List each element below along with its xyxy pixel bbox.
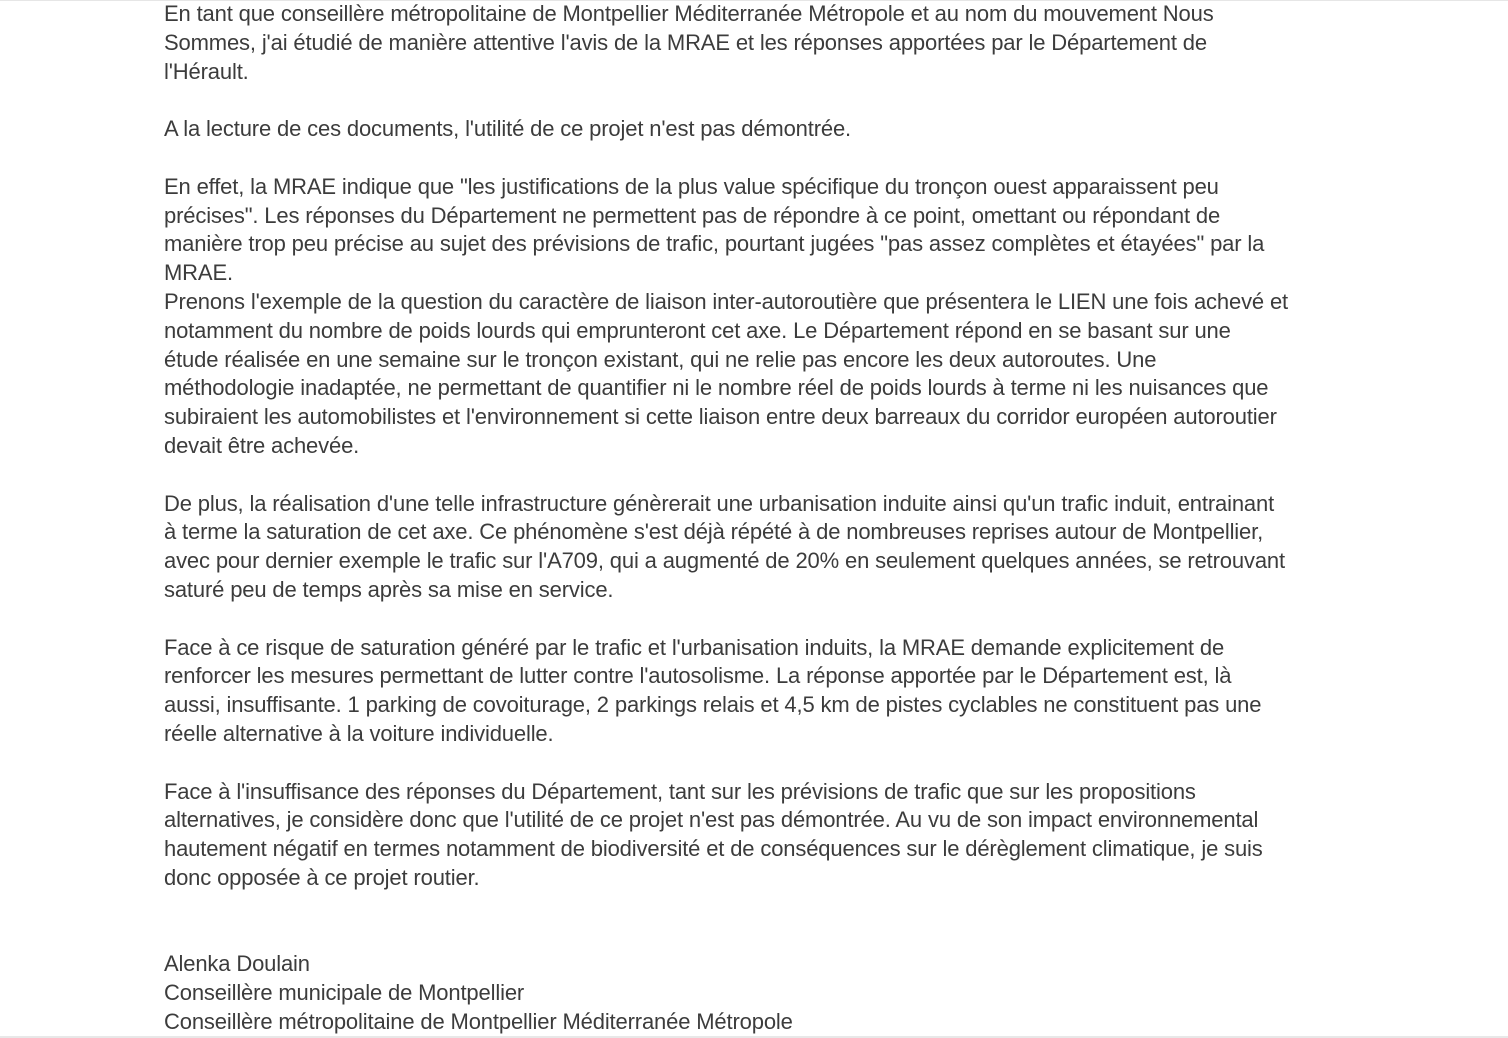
letter-body bbox=[164, 0, 1289, 1037]
paragraph-intro: En tant que conseillère métropolitaine de Montpellier Méditerranée Métropole et au nom du mouvement Nous Sommes, j'ai étudié de manière attentive l'avis de la MRAE et les réponses apportées par le Département de l'Hérault. bbox=[164, 1, 1214, 84]
paragraph-inter-autoroute-example: Prenons l'exemple de la question du caractère de liaison inter-autoroutière que présentera le LIEN une fois achevé et notamment du nombre de poids lourds qui emprunteront cet axe. Le Département répond en se basant sur une étude réalisée en une semaine sur le tronçon existant, qui ne relie pas encore les deux autoroutes. Une méthodologie inadaptée, ne permettant de quantifier ni le nombre réel de poids lourds à terme ni les nuisances que subiraient les automobilistes et l'environnement si cette liaison entre deux barreaux du corridor européen autoroutier devait être achevée. bbox=[164, 288, 1289, 458]
paragraph-mrae-justifications: En effet, la MRAE indique que "les justifications de la plus value spécifique du tronçon ouest apparaissent peu précises". Les réponses du Département ne permettent pas de répondre à ce point, omettant ou répondant de manière trop peu précise au sujet des prévisions de trafic, pourtant jugées "pas assez complètes et étayées" par la MRAE. bbox=[164, 173, 1265, 286]
paragraph-spacer bbox=[164, 86, 1289, 115]
signature-name: Alenka Doulain bbox=[164, 951, 310, 977]
signature-role-municipal: Conseillère municipale de Montpellier bbox=[164, 980, 525, 1006]
paragraph-spacer bbox=[164, 749, 1289, 778]
signature-spacer bbox=[164, 893, 1289, 951]
paragraph-spacer bbox=[164, 461, 1289, 490]
paragraph-reading: A la lecture de ces documents, l'utilité de ce projet n'est pas démontrée. bbox=[164, 116, 852, 142]
paragraph-conclusion: Face à l'insuffisance des réponses du Département, tant sur les prévisions de trafic que sur les propositions alternatives, je considère donc que l'utilité de ce projet n'est pas démontrée. Au vu de son impact environnemental hautement négatif en termes notamment de biodiversité et de conséquences sur le dérèglement climatique, je suis donc opposée à ce projet routier. bbox=[164, 778, 1263, 890]
signature-block bbox=[164, 950, 1289, 1036]
paragraph-autosolisme: Face à ce risque de saturation généré par le trafic et l'urbanisation induits, la MRAE demande explicitement de renforcer les mesures permettant de lutter contre l'autosolisme. La réponse apportée par le Département est, là aussi, insuffisante. 1 parking de covoiturage, 2 parkings relais et 4,5 km de pistes cyclables ne constituent pas une réelle alternative à la voiture individuelle. bbox=[164, 634, 1262, 746]
paragraph-spacer bbox=[164, 144, 1289, 173]
signature-role-metropolitan: Conseillère métropolitaine de Montpellier Méditerranée Métropole bbox=[164, 1008, 793, 1034]
paragraph-induced-traffic: De plus, la réalisation d'une telle infrastructure génèrerait une urbanisation induite ainsi qu'un trafic induit, entrainant à terme la saturation de cet axe. Ce phénomène s'est déjà répété à de nombreuses reprises autour de Montpellier, avec pour dernier exemple le trafic sur l'A709, qui a augmenté de 20% en seulement quelques années, se retrouvant saturé peu de temps après sa mise en service. bbox=[164, 490, 1285, 602]
paragraph-spacer bbox=[164, 605, 1289, 634]
